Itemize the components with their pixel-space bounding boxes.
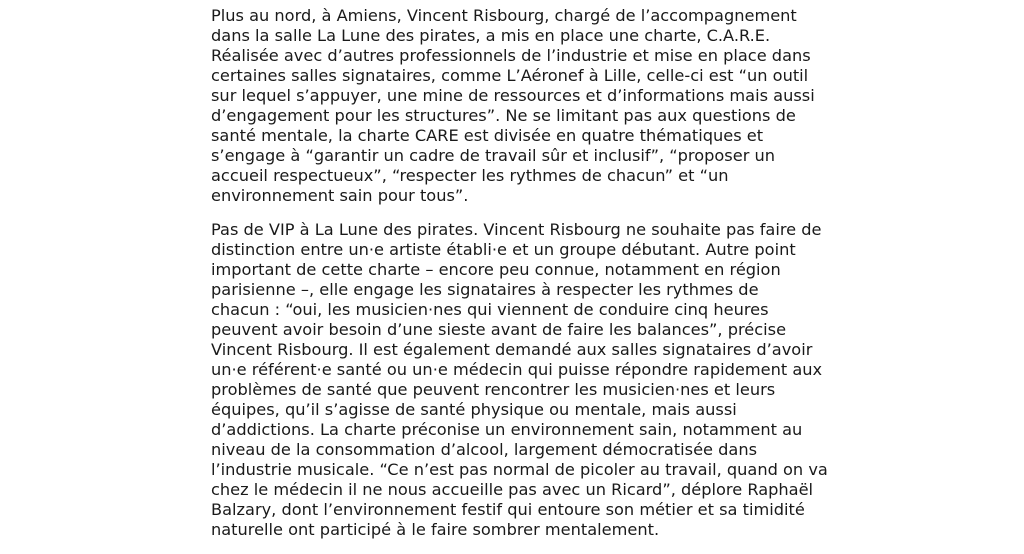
text-line: chacun : “oui, les musicien·nes qui viennent de conduire cinq heures bbox=[211, 300, 769, 319]
text-line: certaines salles signataires, comme L’Aéronef à Lille, celle-ci est “un outil bbox=[211, 66, 809, 85]
text-line: dans la salle La Lune des pirates, a mis en place une charte, C.A.R.E. bbox=[211, 26, 771, 45]
text-line: un·e référent·e santé ou un·e médecin qui puisse répondre rapidement aux bbox=[211, 360, 823, 379]
paragraph-care-charter bbox=[211, 6, 815, 206]
text-line: équipes, qu’il s’agisse de santé physique ou mentale, mais aussi bbox=[211, 400, 737, 419]
text-line: niveau de la consommation d’alcool, largement démocratisée dans bbox=[211, 440, 758, 459]
text-line: accueil respectueux”, “respecter les rythmes de chacun” et “un bbox=[211, 166, 729, 185]
text-line: sur lequel s’appuyer, une mine de ressources et d’informations mais aussi bbox=[211, 86, 815, 105]
text-line: s’engage à “garantir un cadre de travail sûr et inclusif”, “proposer un bbox=[211, 146, 776, 165]
text-line: Pas de VIP à La Lune des pirates. Vincent Risbourg ne souhaite pas faire de bbox=[211, 220, 822, 239]
text-line: d’addictions. La charte préconise un environnement sain, notamment au bbox=[211, 420, 803, 439]
text-line: peuvent avoir besoin d’une sieste avant de faire les balances”, précise bbox=[211, 320, 787, 339]
text-line: chez le médecin il ne nous accueille pas avec un Ricard”, déplore Raphaël bbox=[211, 480, 814, 499]
text-line: Balzary, dont l’environnement festif qui entoure son métier et sa timidité bbox=[211, 500, 805, 519]
text-line: Plus au nord, à Amiens, Vincent Risbourg, chargé de l’accompagnement bbox=[211, 6, 797, 25]
paragraph-no-vip bbox=[211, 220, 828, 540]
text-line: important de cette charte – encore peu connue, notamment en région bbox=[211, 260, 781, 279]
text-line: Vincent Risbourg. Il est également demandé aux salles signataires d’avoir bbox=[211, 340, 813, 359]
text-line: distinction entre un·e artiste établi·e et un groupe débutant. Autre point bbox=[211, 240, 796, 259]
text-line: santé mentale, la charte CARE est divisée en quatre thématiques et bbox=[211, 126, 764, 145]
text-line: l’industrie musicale. “Ce n’est pas normal de picoler au travail, quand on va bbox=[211, 460, 828, 479]
text-line: parisienne –, elle engage les signataires à respecter les rythmes de bbox=[211, 280, 759, 299]
text-line: Réalisée avec d’autres professionnels de l’industrie et mise en place dans bbox=[211, 46, 811, 65]
text-line: naturelle ont participé à le faire sombrer mentalement. bbox=[211, 520, 660, 539]
article-body bbox=[211, 6, 828, 554]
text-line: problèmes de santé que peuvent rencontrer les musicien·nes et leurs bbox=[211, 380, 776, 399]
text-line: d’engagement pour les structures”. Ne se limitant pas aux questions de bbox=[211, 106, 796, 125]
text-line: environnement sain pour tous”. bbox=[211, 186, 469, 205]
